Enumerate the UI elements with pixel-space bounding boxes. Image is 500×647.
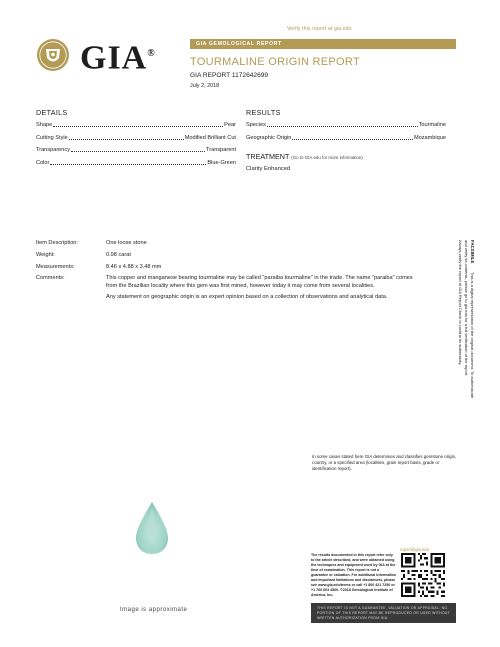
report-date: July 2, 2018 — [190, 83, 220, 89]
results-row-geographic-origin: Geographic Origin Mozambique — [246, 134, 446, 141]
treatment-value: Clarity Enhanced — [246, 166, 291, 172]
image-caption: Image is approximate — [120, 607, 188, 613]
details-row-transparency: Transparency Transparent — [36, 147, 236, 154]
facsimile-line-2: and verify its contents, please go to gia.edu for a full verification of the report. — [464, 240, 469, 377]
treatment-note: (Go to GIA.edu for more information) — [291, 155, 363, 160]
verify-short-link[interactable]: report@gia.edu — [400, 547, 429, 552]
facsimile-notice — [452, 240, 476, 420]
report-number: GIA REPORT 1172642699 — [190, 72, 269, 79]
qr-code[interactable] — [401, 553, 445, 597]
report-title: TOURMALINE ORIGIN REPORT — [190, 56, 360, 68]
measurements-row: Measurements: 8.46 x 4.88 x 3.48 mm — [36, 263, 162, 270]
facsimile-line-3: Always verify the report at GIA Report Check to confirm its authenticity. — [458, 240, 463, 366]
comments-row: Comments: This copper and manganese bearing tourmaline may be called "paraiba tourmaline" in the trade. The name "paraiba" comes from the Brazilian locality where this gem was first mined, however today it may come from several localities. Any statement on geographic origin is an expert opinion based on a collection of observations and analytical data. — [36, 275, 416, 305]
gemstone-image — [132, 500, 172, 556]
results-row-species: Species Tourmaline — [246, 122, 446, 128]
weight-row: Weight: 0.98 carat — [36, 251, 131, 258]
details-row-color: Color Blue-Green — [36, 160, 236, 167]
details-row-shape: Shape Pear — [36, 122, 236, 128]
origin-note: In some cases stated here GIA determines and classifies gemstone origin, country, or a specified area (localities, grain report basis, grade or identification report). — [312, 454, 457, 471]
results-section — [246, 108, 446, 145]
details-title: DETAILS — [36, 108, 68, 117]
gia-wordmark: GIA® — [80, 39, 156, 77]
comments-paragraph-1: This copper and manganese bearing tourmaline may be called "paraiba tourmaline" in the trade. The name "paraiba" comes from the Brazilian locality where this gem was first mined, however today it may come from several localities. — [106, 275, 413, 289]
report-header-band — [190, 39, 456, 49]
results-title: RESULTS — [246, 108, 281, 117]
verify-link[interactable]: Verify this report at gia.edu — [287, 26, 352, 32]
legal-disclaimer: The results documented in this report refer only to the article described, and were obtained using the techniques and equipment used by GIA at the time of examination. This report is not a guarantee or valuation. For additional information and important limitations and disclaimers, please see www.gia.edu/terms or call +1 800 421 7250 or +1 760 603 4500. ©2018 Gemological Institute of America, Inc. — [311, 553, 397, 597]
report-header-band-text: GIA GEMOLOGICAL REPORT — [196, 41, 282, 47]
details-row-cutting-style: Cutting Style Modified Brilliant Cut — [36, 134, 236, 141]
details-section — [36, 108, 236, 171]
comments-paragraph-2: Any statement on geographic origin is an expert opinion based on a collection of observations and analytical data. — [106, 293, 388, 300]
warning-banner — [311, 603, 456, 623]
facsimile-label: FACSIMILE — [470, 240, 475, 264]
treatment-title: TREATMENT (Go to GIA.edu for more information) — [246, 152, 363, 161]
item-info-section — [36, 240, 416, 310]
facsimile-line-1: This is a digital representation of the original document. To authenticate — [470, 272, 475, 399]
item-description-row: Item Description: One loose stone — [36, 240, 147, 246]
gia-seal-logo — [36, 38, 70, 72]
warning-banner-text: THIS REPORT IS NOT A GUARANTEE, VALUATION OR APPRAISAL. NO PORTION OF THIS REPORT MAY BE REPRODUCED OR USED WITHOUT WRITTEN AUTHORIZATION FROM GIA. — [317, 606, 450, 620]
